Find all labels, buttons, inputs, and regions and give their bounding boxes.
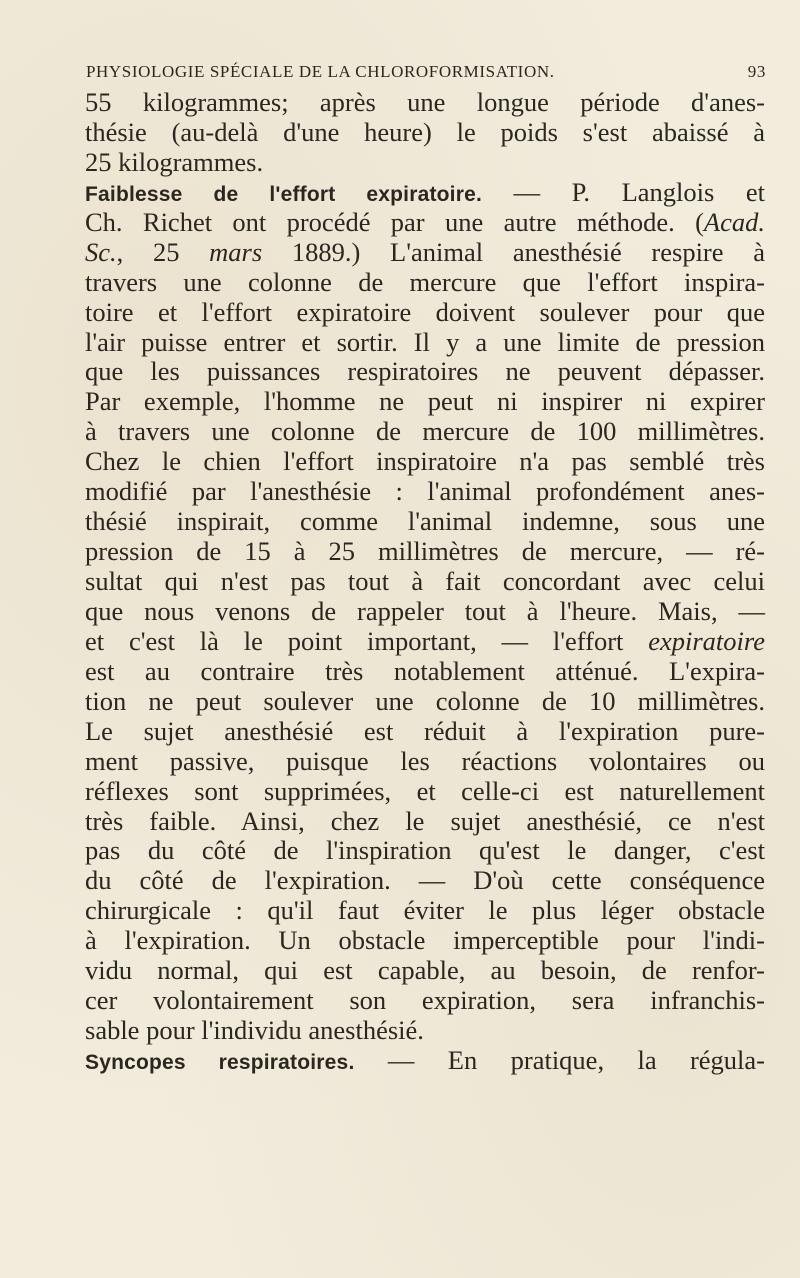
text-line: à travers une colonne de mercure de 100 millimètres. xyxy=(85,416,765,447)
text-line: sultat qui n'est pas tout à fait concordant avec celui xyxy=(85,566,765,596)
text-line: toire et l'effort expiratoire doivent soulever pour que xyxy=(85,296,765,327)
text-line: chirurgicale : qu'il faut éviter le plus léger obstacle xyxy=(85,895,765,926)
text-line: vidu normal, qui est capable, au besoin, de renfor- xyxy=(85,955,765,986)
text-line: Le sujet anesthésié est réduit à l'expiration pure- xyxy=(85,715,765,746)
text-line: thésie (au-delà d'une heure) le poids s'est abaissé à xyxy=(85,116,765,147)
text-line: du côté de l'expiration. — D'où cette conséquence xyxy=(85,865,765,896)
text-line: à l'expiration. Un obstacle imperceptible pour l'indi- xyxy=(85,925,765,956)
italic-citation: Sc. xyxy=(85,236,117,267)
text-line: réflexes sont supprimées, et celle-ci est naturellement xyxy=(85,775,765,806)
page-number: 93 xyxy=(747,62,766,81)
sidenote-faiblesse: Faiblesse de l'effort expiratoire. xyxy=(85,182,483,206)
text-line: modifié par l'anesthésie : l'animal profondément anes- xyxy=(85,476,765,507)
text-line xyxy=(85,178,765,208)
text-line: cer volontairement son expiration, sera infranchis- xyxy=(85,985,765,1016)
text-line: que les puissances respiratoires ne peuvent dépasser. xyxy=(85,356,765,387)
text-line xyxy=(85,208,765,238)
text-fragment: — En pratique, la régula- xyxy=(387,1045,766,1075)
text-line: sable pour l'individu anesthésié. xyxy=(85,1015,424,1046)
text-fragment: et c'est là le point important, — l'effort xyxy=(85,625,649,656)
text-line: est au contraire très notablement atténué. L'expira- xyxy=(85,655,765,686)
text-fragment: 1889.) L'animal anesthésié respire à xyxy=(262,236,765,267)
text-line: 55 kilogrammes; après une longue période d'anes- xyxy=(85,87,765,117)
text-line: travers une colonne de mercure que l'effort inspira- xyxy=(85,266,765,297)
text-line: Par exemple, l'homme ne peut ni inspirer ni expirer xyxy=(85,386,765,417)
running-head xyxy=(86,62,766,82)
text-line: que nous venons de rappeler tout à l'heure. Mais, — xyxy=(85,595,765,626)
running-head-title: PHYSIOLOGIE SPÉCIALE DE LA CHLOROFORMISATION. xyxy=(86,62,555,81)
text-line: 25 kilogrammes. xyxy=(85,146,264,177)
italic-word: expiratoire xyxy=(648,625,765,656)
text-line: tion ne peut soulever une colonne de 10 millimètres. xyxy=(85,685,765,716)
text-line: pression de 15 à 25 millimètres de mercure, — ré- xyxy=(85,536,765,567)
text-fragment: — P. Langlois et xyxy=(513,176,766,207)
text-line: très faible. Ainsi, chez le sujet anesthésié, ce n'est xyxy=(85,805,765,836)
italic-citation: Acad. xyxy=(703,206,765,237)
text-line: Chez le chien l'effort inspiratoire n'a pas semblé très xyxy=(85,446,765,477)
text-fragment: Ch. Richet ont procédé par une autre méthode. ( xyxy=(85,206,704,237)
text-line xyxy=(85,238,765,268)
text-line: thésié inspirait, comme l'animal indemne, sous une xyxy=(85,506,765,537)
text-fragment: , 25 xyxy=(116,236,210,267)
sidenote-syncopes: Syncopes respiratoires. xyxy=(85,1051,355,1074)
text-line: ment passive, puisque les réactions volontaires ou xyxy=(85,745,765,776)
text-line xyxy=(85,1046,765,1076)
italic-citation: mars xyxy=(209,236,263,267)
body-text xyxy=(85,88,765,1076)
text-line: l'air puisse entrer et sortir. Il y a une limite de pression xyxy=(85,326,765,357)
text-line xyxy=(85,627,765,657)
text-line: pas du côté de l'inspiration qu'est le danger, c'est xyxy=(85,835,765,866)
